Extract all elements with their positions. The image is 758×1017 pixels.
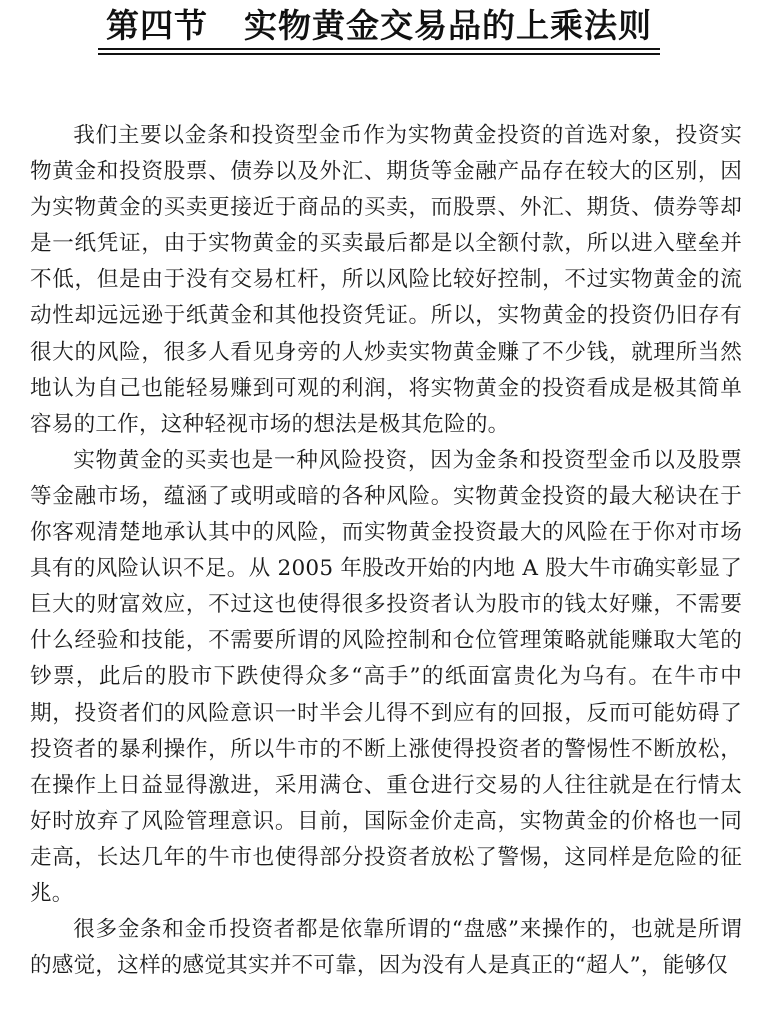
paragraph-2: 实物黄金的买卖也是一种风险投资，因为金条和投资型金币以及股票等金融市场，蕴涵了或明或暗的各种风险。实物黄金投资的最大秘诀在于你客观清楚地承认其中的风险，而实物黄金投资最大的风险在于你对市场具有的风险认识不足。从 2005 年股改开始的内地 A 股大牛市确实彰显了巨大的财富效应，不过这也使得很多投资者认为股市的钱太好赚，不需要什么经验和技能，不需要所谓的风险控制和仓位管理策略就能赚取大笔的钞票，此后的股市下跌使得众多“高手”的纸面富贵化为乌有。在牛市中期，投资者们的风险意识一时半会儿得不到应有的回报，反而可能妨碍了投资者的暴利操作，所以牛市的不断上涨使得投资者的警惕性不断放松，在操作上日益显得激进，采用满仓、重仓进行交易的人往往就是在行情太好时放弃了风险管理意识。目前，国际金价走高，实物黄金的价格也一同走高，长达几年的牛市也使得部分投资者放松了警惕，这同样是危险的征兆。 bbox=[30, 447, 742, 906]
paragraph-1: 我们主要以金条和投资型金币作为实物黄金投资的首选对象，投资实物黄金和投资股票、债券以及外汇、期货等金融产品存在较大的区别，因为实物黄金的买卖更接近于商品的买卖，而股票、外汇、期货、债券等却是一纸凭证，由于实物黄金的买卖最后都是以全额付款，所以进入壁垒并不低，但是由于没有交易杠杆，所以风险比较好控制，不过实物黄金的流动性却远远逊于纸黄金和其他投资凭证。所以，实物黄金的投资仍旧存有很大的风险，很多人看见身旁的人炒卖实物黄金赚了不少钱，就理所当然地认为自己也能轻易赚到可观的利润，将实物黄金的投资看成是极其简单容易的工作，这种轻视市场的想法是极其危险的。 bbox=[30, 123, 742, 437]
body-text bbox=[30, 118, 742, 984]
section-number: 第四节 bbox=[106, 6, 208, 45]
section-title-text: 实物黄金交易品的上乘法则 bbox=[244, 6, 652, 45]
section-heading bbox=[0, 4, 758, 48]
paragraph-3: 很多金条和金币投资者都是依靠所谓的“盘感”来操作的，也就是所谓的感觉，这样的感觉其实并不可靠，因为没有人是真正的“超人”，能够仅 bbox=[30, 917, 742, 979]
section-title bbox=[98, 4, 660, 55]
